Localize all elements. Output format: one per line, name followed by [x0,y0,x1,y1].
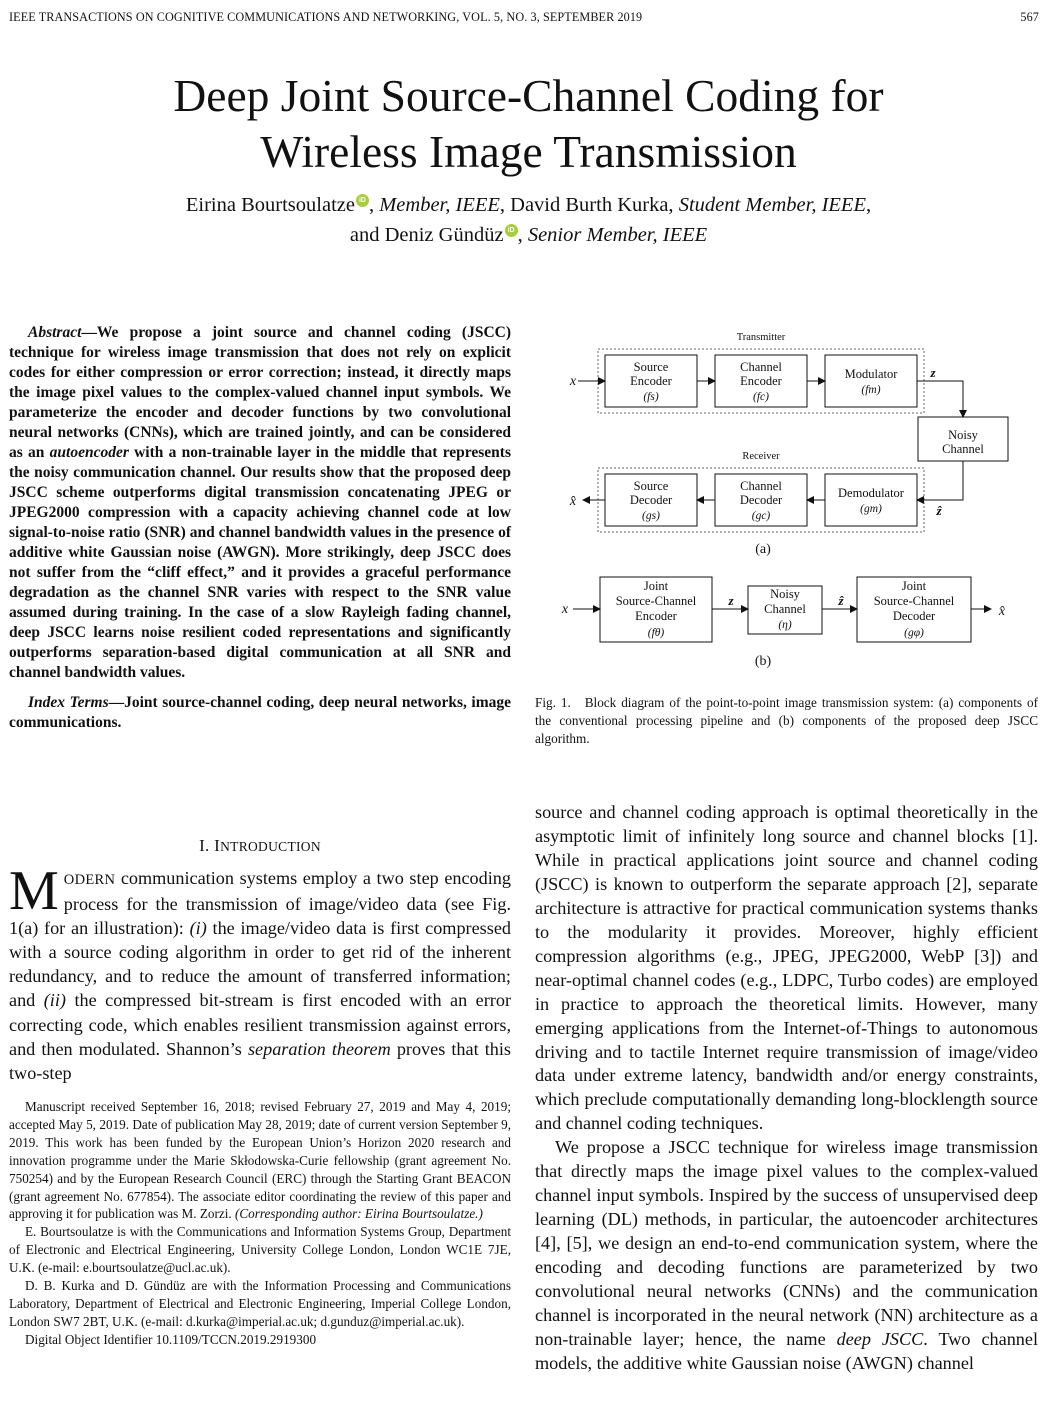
block-text: (gs) [642,510,660,522]
page-number: 567 [1020,10,1039,24]
abstract [9,323,511,733]
modulator-block [825,355,917,407]
index-terms-label: Index Terms [28,694,109,711]
demodulator-block [825,474,917,526]
body-paragraph: source and channel coding approach is optimal theoretically in the asymptotic limit of infinitely long source and channel blocks [1]. While in practical applications joint source and channel coding (JSCC) is known to outperform the separate approach [2], separate architecture is attractive for practical communication systems thanks to the modularity it provides. Moreover, highly efficient compression algorithms (e.g., JPEG, JPEG2000, WebP [3]) and near-optimal channel codes (e.g., LDPC, Turbo codes) are employed in practice to approach the theoretical limits. However, many emerging applications from the Internet-of-Things to autonomous driving and to tactile Internet require transmission of image/video data under extreme latency, bandwidth and/or energy constraints, which preclude computationally demanding long-blocklength source and channel coding techniques. [535,802,1038,1134]
dropcap-letter: M [9,860,59,922]
body-text: We propose a JSCC technique for wireless image transmission that directly maps the image pixel values to the complex-valued channel input symbols. Inspired by the success of unsupervised deep learning (DL) methods, in particular, the autoencoder architectures [4], [5], we design an end-to-end communication system, where the encoding and decoding functions are parameterized by two convolutional neural networks (CNNs) and the communication channel is incorporated in the neural network (NN) architecture as a non-trainable layer; hence, the name [535,1137,1038,1349]
block-text: Decoder [892,609,936,623]
body-text: the image/video data is first compressed with a source coding algorithm in order to get rid of the inherent redundancy, and to reduce the amount of transferred information; and [9,918,511,1011]
block-text: (η) [778,619,792,631]
body-paragraph [535,1136,1038,1376]
figure-caption [535,694,1038,748]
abstract-paragraph [9,323,511,683]
author-name: and Deniz Gündüz [349,224,504,246]
block-text: (fθ) [647,627,665,639]
z-hat-label: ẑ [936,503,942,518]
section-name: NTRODUCTION [220,839,321,854]
abstract-emphasis: autoencoder [49,444,129,461]
block-text: Encoder [630,374,672,388]
block-text: Source-Channel [873,594,955,608]
block-text: (gm) [860,503,882,515]
block-text: Decoder [629,493,673,507]
receiver-label: Receiver [742,451,780,462]
z-label: z [728,593,734,608]
author-separator: , David Burth Kurka, [499,194,679,216]
index-terms [9,693,511,733]
block-text: Channel [740,479,782,493]
x-input-label: x [569,374,577,389]
running-header [9,10,1039,28]
block-text: Encoder [635,609,677,623]
caption-text: Block diagram of the point-to-point image transmission system: (a) components of the conventional processing pipeline and (b) components of the proposed deep JSCC algorithm. [535,695,1038,746]
block-text: (gc) [751,510,771,522]
author-name: Eirina Bourtsoulatze [185,194,355,216]
body-emphasis: (i) [189,918,207,939]
title-line-1: Deep Joint Source-Channel Coding for [173,70,884,121]
author-role: Senior Member, IEEE [527,224,708,246]
author-separator: , [865,194,872,216]
block-text: Channel [942,442,984,456]
block-text: Demodulator [838,486,904,500]
abstract-dash: — [81,324,97,341]
footnote-text: Manuscript received September 16, 2018; revised February 27, 2019 and May 4, 2019; accepted May 5, 2019. Date of publication May 28, 2019; date of current version September 9, 2019. This work has been funded by the European Union’s Horizon 2020 research and innovation programme under the Marie Skłodowska-Curie fellowship (grant agreement No. 750254) and by the European Research Council (ERC) through the Starting Grant BEACON (grant agreement No. 677854). The associate editor coordinating the review of this paper and approving it for publication was M. Zorzi. [9,1099,511,1222]
author-list [0,190,1057,250]
author-role: Member, IEEE [379,194,500,216]
author-role: Student Member, IEEE [678,194,866,216]
introduction-left-column [9,860,511,1085]
body-text: communication systems employ a two step encoding process for the transmission of image/video data (see Fig. 1(a) for an illustration): [9,868,511,939]
subfigure-label-b: (b) [754,654,772,669]
abstract-label: Abstract [28,324,82,341]
first-word: ODERN [63,872,116,888]
section-heading-introduction [9,836,511,856]
block-text: Noisy [948,428,978,442]
body-emphasis: deep JSCC [836,1328,924,1349]
x-input-label: x [561,602,569,617]
paper-title [0,68,1057,180]
footnote-affiliation-2: D. B. Kurka and D. Gündüz are with the Information Processing and Communications Laboratory, Department of Electrical and Electronic Engineering, Imperial College London, London SW7 2BT, U.K. (e-mail: d.kurka@imperial.ac.uk; d.gunduz@imperial.ac.uk). [9,1278,511,1329]
body-text: proves that this two-step [9,1038,511,1083]
block-text: Joint [901,579,927,593]
abstract-text: We propose a joint source and channel coding (JSCC) technique for wireless image transmission that does not rely on explicit codes for either compression or error correction; instead, it directly maps the image pixel values to the complex-valued channel input symbols. We parameterize the encoder and decoder functions by two convolutional neural networks (CNNs), which are trained jointly, and can be considered as an [9,324,511,461]
footnote-doi: Digital Object Identifier 10.1109/TCCN.2019.2919300 [25,1331,317,1347]
caption-label: Fig. 1. [535,695,571,710]
subfigure-label-a: (a) [755,542,771,557]
block-text: Joint [643,579,669,593]
z-hat-label: ẑ [838,593,844,608]
block-text: (fc) [753,391,769,403]
body-text: the compressed bit-stream is first encoded with an error correcting code, which enables resilient transmission against errors, and then modulated. Shannon’s [9,990,511,1059]
block-text: (fs) [643,391,659,403]
transmitter-label: Transmitter [736,332,786,343]
author-separator: , [368,194,380,216]
abstract-dash: — [108,694,125,711]
block-text: Source [633,360,669,374]
title-line-2: Wireless Image Transmission [260,126,797,177]
footnote-manuscript [9,1098,511,1223]
body-text: . Two channel models, the additive white Gaussian noise (AWGN) channel [535,1328,1039,1373]
author-separator: , [517,224,528,246]
journal-line: IEEE TRANSACTIONS ON COGNITIVE COMMUNICATIONS AND NETWORKING, VOL. 5, NO. 3, SEPTEMBER 2019 [9,10,643,24]
block-text: Channel [740,360,782,374]
introduction-right-column [535,801,1038,1376]
block-text: Channel [764,602,806,616]
orcid-icon[interactable]: iD [505,224,518,237]
x-hat-label: x̂ [569,494,577,509]
index-terms-text: Joint source-channel coding, deep neural networks, image communications. [9,694,512,731]
block-text: Decoder [739,493,783,507]
abstract-text: with a non-trainable layer in the middle that represents the noisy communication channel. Our results show that the proposed deep JSCC scheme outperforms digital transmission concatenating JPEG or JPEG2000 compression with a capacity achieving channel code at low signal-to-noise ratio (SNR) and channel bandwidth values in the presence of additive white Gaussian noise (AWGN). More strikingly, deep JSCC does not suffer from the “cliff effect,” and it provides a graceful performance degradation as the channel SNR varies with respect to the SNR value assumed during training. In the case of a slow Rayleigh fading channel, deep JSCC learns noise resilient coded representations and significantly outperforms separation-based digital communication at all SNR and channel bandwidth values. [9,444,511,681]
block-diagram-svg [535,325,1040,685]
orcid-icon[interactable]: iD [356,194,369,207]
footnote-corresponding: (Corresponding author: Eirina Bourtsoulatze.) [234,1206,483,1222]
section-numeral: I. I [199,836,221,855]
authors-line-2 [0,220,1057,250]
block-text: (fm) [861,384,881,396]
block-text: Encoder [740,374,782,388]
block-text: Modulator [844,367,898,381]
figure-1-block-diagram [535,325,1040,685]
body-emphasis: separation theorem [247,1038,391,1059]
body-emphasis: (ii) [43,990,66,1011]
x-hat-label: x̂ [998,604,1006,619]
block-text: Source-Channel [615,594,697,608]
footnote [9,1098,511,1349]
block-text: Noisy [770,587,800,601]
block-text: (gφ) [904,627,924,639]
footnote-affiliation-1: E. Bourtsoulatze is with the Communications and Information Systems Group, Department of Electronic and Electrical Engineering, University College London, London WC1E 7JE, U.K. (e-mail: e.bourtsoulatze@ucl.ac.uk). [9,1224,511,1276]
z-label: z [930,365,936,380]
authors-line-1 [0,190,1057,220]
block-text: Source [633,479,669,493]
